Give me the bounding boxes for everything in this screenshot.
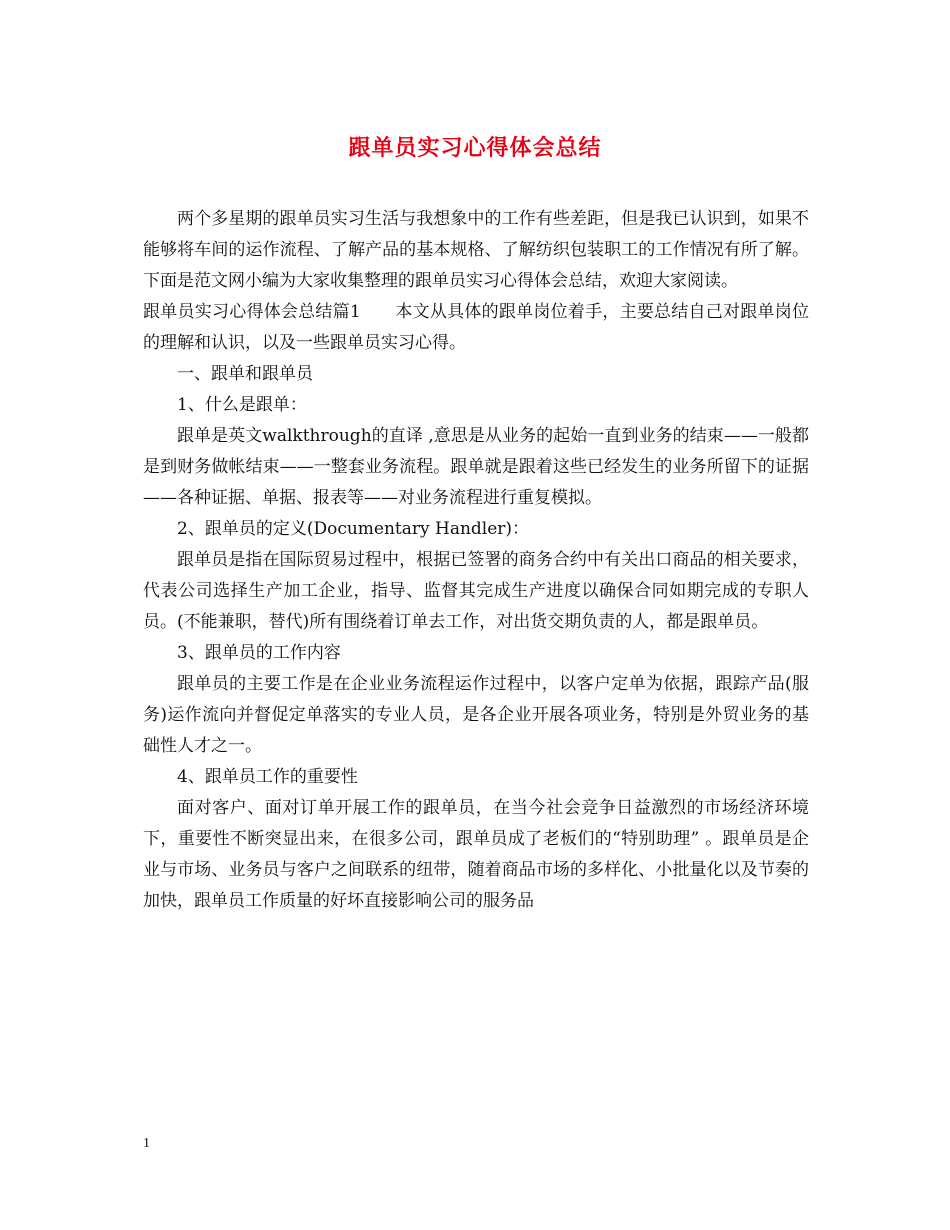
paragraph-intro: 两个多星期的跟单员实习生活与我想象中的工作有些差距，但是我已认识到，如果不能够将车间的运作流程、了解产品的基本规格、了解纺织包装职工的工作情况有所了解。下面是范文网小编为大家收集整理的跟单员实习心得体会总结，欢迎大家阅读。 [143,209,809,291]
paragraph-1: 跟单是英文walkthrough的直译 ,意思是从业务的起始一直到业务的结束——一般都是到财务做帐结束——一整套业务流程。跟单就是跟着这些已经发生的业务所留下的证据——各种证据、单据、报表等——对业务流程进行重复模拟。 [143,426,809,508]
heading-1: 一、跟单和跟单员 [177,364,313,384]
paragraph-4: 面对客户、面对订单开展工作的跟单员，在当今社会竞争日益激烈的市场经济环境下，重要性不断突显出来，在很多公司，跟单员成了老板们的“特别助理” 。跟单员是企业与市场、业务员与客户之间联系的纽带，随着商品市场的多样化、小批量化以及节奏的加快，跟单员工作质量的好坏直接影响公司的服务品 [143,798,809,911]
subheading-1: 1、什么是跟单： [177,395,307,415]
subheading-4: 4、跟单员工作的重要性 [177,767,358,787]
subheading-2: 2、跟单员的定义(Documentary Handler)： [177,519,530,539]
paragraph-3: 跟单员的主要工作是在企业业务流程运作过程中，以客户定单为依据，跟踪产品(服务)运作流向并督促定单落实的专业人员，是各企业开展各项业务，特别是外贸业务的基础性人才之一。 [143,674,809,756]
document-body [143,204,809,917]
subheading-3: 3、跟单员的工作内容 [177,643,341,663]
page-number: 1 [143,1136,150,1151]
document-title: 跟单员实习心得体会总结 [348,135,602,161]
paragraph-2: 跟单员是指在国际贸易过程中，根据已签署的商务合约中有关出口商品的相关要求，代表公司选择生产加工企业，指导、监督其完成生产进度以确保合同如期完成的专职人员。(不能兼职，替代)所有围绕着订单去工作，对出货交期负责的人，都是跟单员。 [143,550,809,632]
paragraph-section-heading: 跟单员实习心得体会总结篇1 本文从具体的跟单岗位着手，主要总结自己对跟单岗位的理解和认识，以及一些跟单员实习心得。 [143,302,809,353]
